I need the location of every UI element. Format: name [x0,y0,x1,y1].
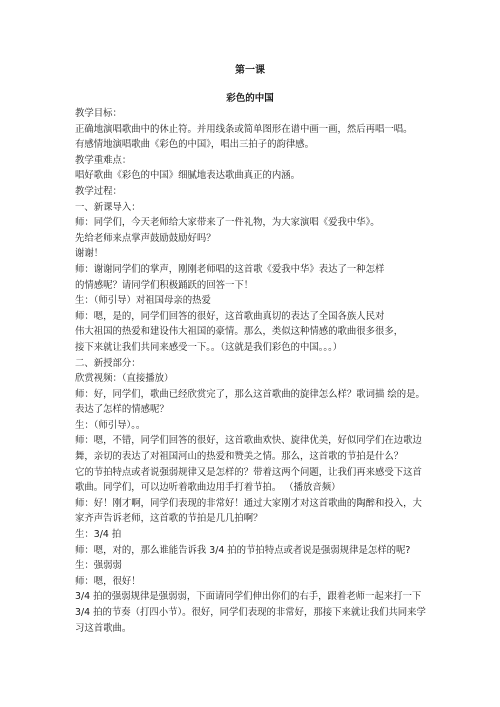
text-line: 师：好，同学们，歌曲已经欣赏完了，那么这首歌曲的旋律怎么样？歌词描 绘的是。 [75,388,425,400]
song-title: 彩色的中国 [226,93,274,104]
text-line: 师：嗯，很好！ [75,575,141,587]
text-line: 接下来就让我们共同来感受一下。。（这就是我们彩色的中国。。。） [75,341,343,353]
text-line: 教学目标： [75,108,122,119]
text-line: 生：3/4 拍 [75,529,122,541]
text-line: 二、新授部分： [75,357,141,369]
text-line: 歌曲。同学们，可以边听着歌曲边用手打着节拍。 （播放音频） [75,482,341,494]
text-line: 表达了怎样的情感呢？ [75,404,169,416]
text-line: 生：（师引导）对祖国母亲的热爱 [75,295,211,307]
text-line: 有感情地演唱歌曲《彩色的中国》，唱出三拍子的韵律感。 [75,139,315,151]
text-line: 它的节拍特点或者说强弱规律又是怎样的？带着这两个问题，让我们再来感受下这首 [75,466,422,478]
text-line: 师：嗯，不错，同学们回答的很好，这首歌曲欢快、旋律优美，好似同学们在边歌边 [75,435,422,447]
text-line: 的情感呢？请同学们积极踊跃的回答一下！ [75,279,254,291]
text-line: 家齐声告诉老师，这首歌的节拍是几几拍啊？ [75,513,263,525]
text-line: 教学重难点： [75,154,132,166]
text-line: 一、新课导入： [75,201,141,213]
text-line: 师：同学们，今天老师给大家带来了一件礼物，为大家演唱《爱我中华》。 [75,217,380,229]
text-line: 师：嗯，对的，那么谁能告诉我 3/4 拍的节拍特点或者说是强弱规律是怎样的呢? [75,544,411,556]
text-line: 生：强弱弱 [75,560,122,572]
text-line: 3/4 拍的节奏（打四小节）。很好，同学们表现的非常好，那接下来就让我们共同来学 [75,607,426,618]
text-line: 正确地演唱歌曲中的休止符。并用线条或简单图形在谱中画一画，然后再唱一唱。 [75,123,413,135]
lesson-title: 第一课 [235,65,265,76]
text-line: 舞，亲切的表达了对祖国河山的热爱和赞美之情。那么，这首歌的节拍是什么？ [75,451,404,463]
text-line: 习这首歌曲。 [75,622,132,634]
text-line: 师：好！刚才啊，同学们表现的非常好！通过大家刚才对这首歌曲的陶醉和投入，大 [75,497,422,509]
text-line: 唱好歌曲《彩色的中国》细腻地表达歌曲真正的内涵。 [75,170,301,182]
text-line: 欣赏视频：（直接播放） [75,373,174,385]
text-line: 伟大祖国的热爱和建设伟大祖国的豪情。那么，类似这种情感的歌曲很多很多， [75,326,404,338]
text-line: 师：谢谢同学们的掌声，刚刚老师唱的这首歌《爱我中华》表达了一种怎样 [75,263,385,275]
text-line: 教学过程： [75,185,122,197]
text-line: 谢谢！ [75,248,104,260]
text-line: 先给老师来点掌声鼓励鼓励好吗？ [75,232,216,244]
text-line: 师：嗯，是的，同学们回答的很好，这首歌曲真切的表达了全国各族人民对 [75,310,385,322]
text-line: 3/4 拍的强弱规律是强弱弱，下面请同学们伸出你们的右手，跟着老师一起来打一下 [75,591,422,603]
text-line: 生：（师引导）。。 [75,419,146,431]
lesson-plan-body [75,106,435,636]
